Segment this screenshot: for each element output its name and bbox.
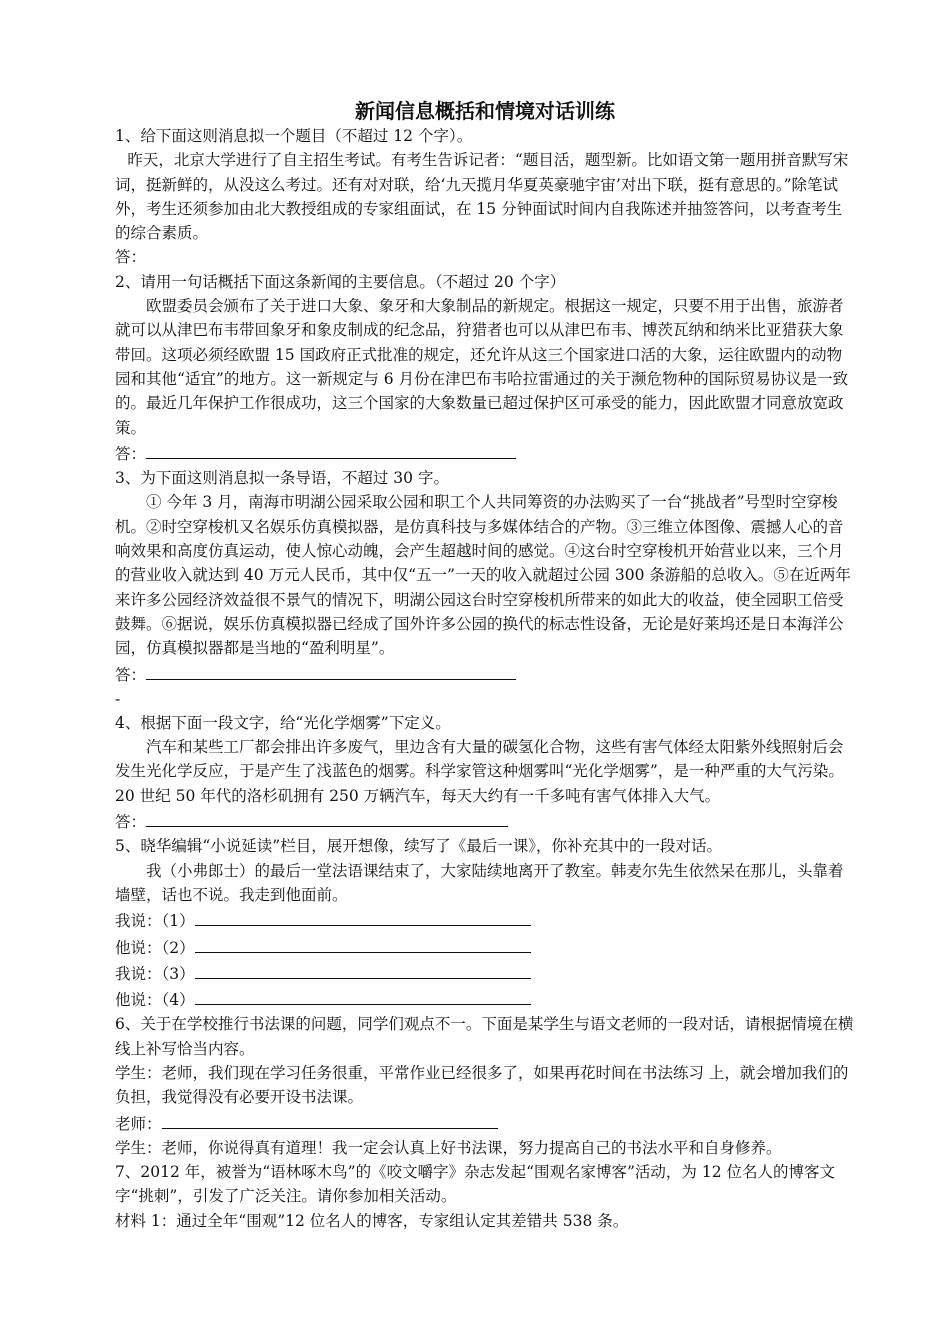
dialogue-number: （3） xyxy=(161,964,195,983)
q1-answer-line[interactable] xyxy=(115,245,855,269)
q2-passage: 欧盟委员会颁布了关于进口大象、象牙和大象制品的新规定。根据这一规定，只要不用于出售，旅游者就可以从津巴布韦带回象牙和象皮制成的纪念品，狩猎者也可以从津巴布韦、博茨瓦纳和纳米比亚猎获大象带回。这项必须经欧盟 15 国政府正式批准的规定，还允许从这三个国家进口活的大象，运往欧盟内的动物园和其他“适宜”的地方。这一新规定与 6 月份在津巴布韦哈拉雷通过的关于濒危物种的国际贸易协议是一致的。最近几年保护工作很成功，这三个国家的大象数量已超过保护区可承受的能力，因此欧盟才同意放宽政策。 xyxy=(115,297,849,437)
q6-teacher-line xyxy=(115,1110,855,1136)
dialogue-line xyxy=(115,986,855,1012)
q5-passage: 我（小弗郎士）的最后一堂法语课结束了，大家陆续地离开了教室。韩麦尔先生依然呆在那儿，头靠着墙壁，话也不说。我走到他面前。 xyxy=(115,861,844,904)
q1-prompt: 1、给下面这则消息拟一个题目（不超过 12 个字）。 xyxy=(115,127,473,145)
q4-prompt: 4、根据下面一段文字，给“光化学烟雾”下定义。 xyxy=(115,713,451,732)
q6-student-line-1: 学生：老师，我们现在学习任务很重，平常作业已经很多了，如果再花时间在书法练习 上，就会增加我们的负担，我觉得没有必要开设书法课。 xyxy=(115,1063,849,1107)
q4-passage: 汽车和某些工厂都会排出许多废气，里边含有大量的碳氢化合物，这些有害气体经太阳紫外线照射后会发生光化学反应，于是产生了浅蓝色的烟雾。科学家管这种烟雾叫“光化学烟雾”，是一种严重的大气污染。20 世纪 50 年代的洛杉矶拥有 250 万辆汽车，每天大约有一千多吨有害气体排入大气。 xyxy=(115,738,844,805)
dialogue-line xyxy=(115,907,855,933)
dialogue-speaker: 他说： xyxy=(115,991,162,1010)
dialogue-blank[interactable] xyxy=(195,960,531,979)
q6-teacher-label: 老师： xyxy=(115,1114,162,1133)
q3-answer-blank[interactable] xyxy=(146,661,516,680)
dialogue-number: （1） xyxy=(161,912,195,931)
q1-answer-label: 答： xyxy=(115,248,147,267)
q6-student-line-2: 学生：老师，你说得真有道理！我一定会认真上好书法课，努力提高自己的书法水平和自身修养。 xyxy=(115,1138,782,1157)
dialogue-line xyxy=(115,960,855,986)
q4-answer-blank[interactable] xyxy=(146,808,508,827)
dialogue-blank[interactable] xyxy=(195,934,531,953)
dialogue-number: （4） xyxy=(161,991,195,1010)
q3-passage: ① 今年 3 月，南海市明湖公园采取公园和职工个人共同筹资的办法购买了一台“挑战者”号型时空穿梭机。②时空穿梭机又名娱乐仿真模拟器，是仿真科技与多媒体结合的产物。③三维立体图像、震撼人心的音响效果和高度仿真运动，使人惊心动魄，会产生超越时间的感觉。④这台时空穿梭机开始营业以来，三个月的营业收入就达到 40 万元人民币，其中仅“五一”一天的收入就超过公园 300 条游船的总收入。⑤在近两年来许多公园经济效益很不景气的情况下，明湖公园这台时空穿梭机所带来的如此大的收益，使全园职工倍受鼓舞。⑥据说，娱乐仿真模拟器已经成了国外许多公园的换代的标志性设备，无论是好莱坞还是日本海洋公园，仿真模拟器都是当地的“盈利明星”。 xyxy=(115,493,851,658)
q3-answer-line xyxy=(115,661,855,687)
document-page xyxy=(115,92,855,1233)
page-title: 新闻信息概括和情境对话训练 xyxy=(355,99,615,123)
q6-prompt: 6、关于在学校推行书法课的问题，同学们观点不一。下面是某学生与语文老师的一段对话，请根据情境在横线上补写恰当内容。 xyxy=(115,1015,854,1058)
q7-material-1: 材料 1：通过全年“围观”12 位名人的博客，专家组认定其差错共 538 条。 xyxy=(115,1211,629,1230)
q3-prompt: 3、为下面这则消息拟一条导语，不超过 30 字。 xyxy=(115,469,449,488)
q2-answer-label: 答： xyxy=(115,444,147,463)
q2-answer-blank[interactable] xyxy=(146,440,516,459)
dialogue-speaker: 我说： xyxy=(115,964,162,983)
q4-answer-label: 答： xyxy=(115,813,147,832)
dialogue-speaker: 他说： xyxy=(115,938,162,957)
dialogue-blank[interactable] xyxy=(195,986,531,1005)
q3-answer-label: 答： xyxy=(115,665,147,684)
dialogue-speaker: 我说： xyxy=(115,912,162,931)
q7-prompt: 7、2012 年，被誉为“语林啄木鸟”的《咬文嚼字》杂志发起“围观名家博客”活动，为 12 位名人的博客文字“挑刺”，引发了广泛关注。请你参加相关活动。 xyxy=(115,1163,836,1206)
q2-prompt: 2、请用一句话概括下面这条新闻的主要信息。（不超过 20 个字） xyxy=(115,272,566,291)
q4-answer-line xyxy=(115,808,855,834)
dialogue-blank[interactable] xyxy=(195,907,531,926)
stray-mark: - xyxy=(115,689,121,708)
q1-passage: 昨天，北京大学进行了自主招生考试。有考生告诉记者：“题目活，题型新。比如语文第一题用拼音默写宋词，挺新鲜的，从没这么考过。还有对对联，给‘九天揽月华夏英豪驰宇宙’对出下联，挺有意思的。”除笔试外，考生还须参加由北大教授组成的专家组面试，在 15 分钟面试时间内自我陈述并抽签答问，以考查考生的综合素质。 xyxy=(115,151,849,243)
q6-teacher-blank[interactable] xyxy=(162,1110,498,1129)
q5-prompt: 5、晓华编辑“小说延读”栏目，展开想像，续写了《最后一课》，你补充其中的一段对话。 xyxy=(115,837,722,856)
q2-answer-line xyxy=(115,440,855,466)
dialogue-line xyxy=(115,934,855,960)
dialogue-number: （2） xyxy=(161,938,195,957)
